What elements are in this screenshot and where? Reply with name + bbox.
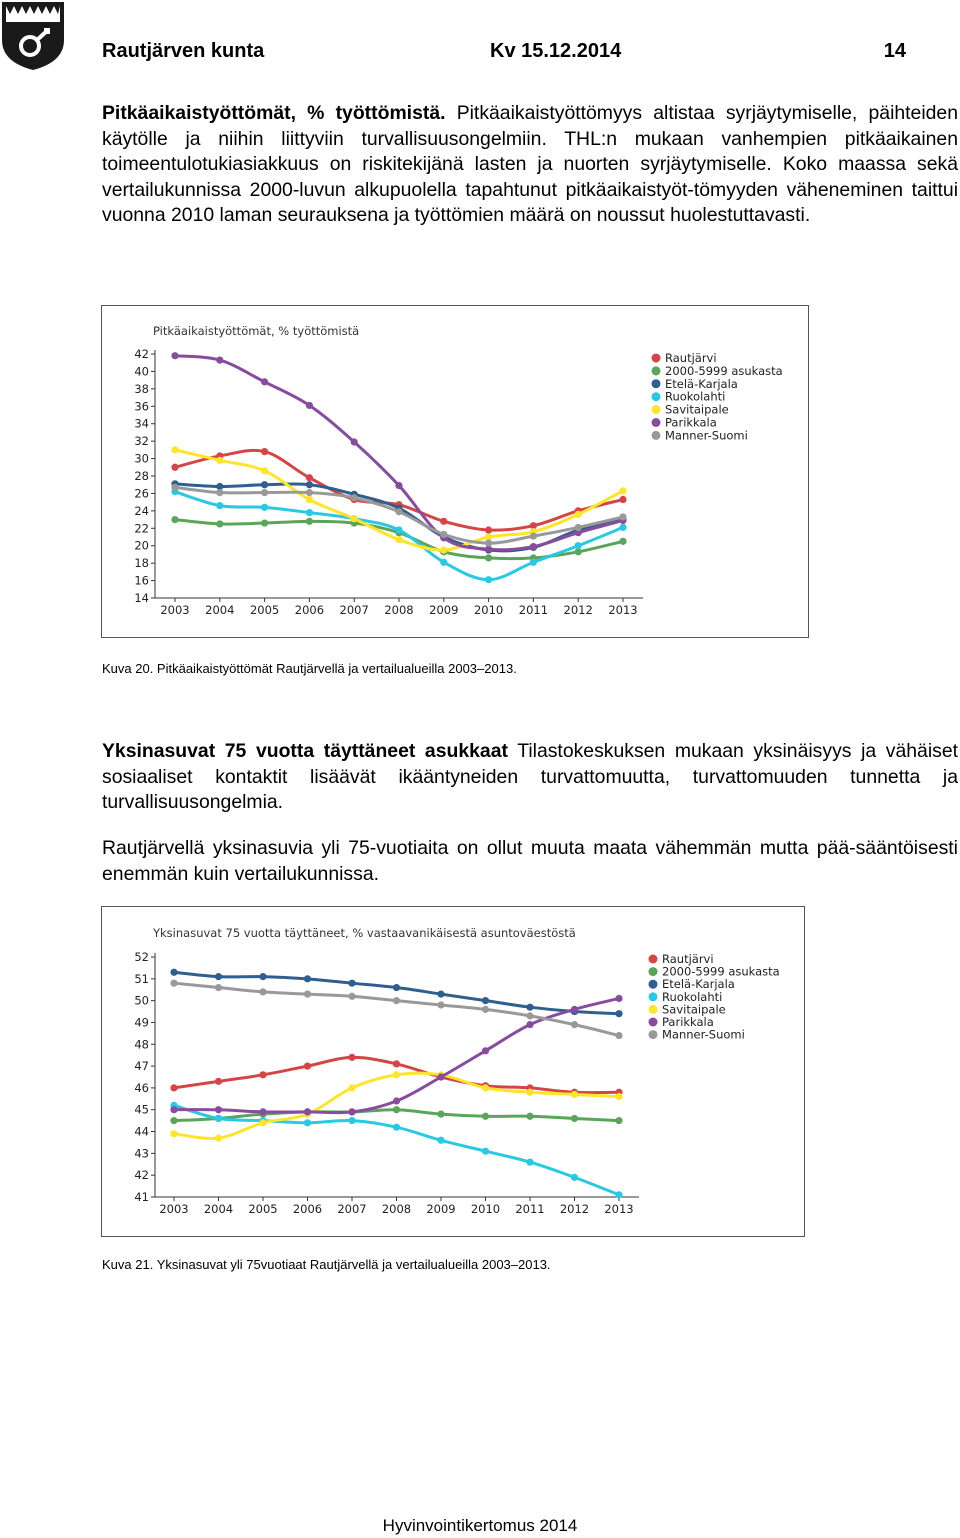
figure-caption-20: Kuva 20. Pitkäaikaistyöttömät Rautjärvellä ja vertailualueilla 2003–2013. (102, 661, 517, 676)
data-point (482, 1047, 489, 1054)
data-point (619, 496, 626, 503)
y-tick-label: 42 (134, 1168, 149, 1183)
y-tick-label: 32 (134, 434, 149, 449)
data-point (571, 1006, 578, 1013)
y-tick-label: 26 (134, 486, 149, 501)
x-tick-label: 2012 (563, 603, 593, 617)
x-tick-label: 2004 (205, 603, 235, 617)
data-point (437, 1137, 444, 1144)
x-tick-label: 2012 (559, 1202, 590, 1216)
data-point (437, 990, 444, 997)
data-point (259, 988, 266, 995)
x-tick-label: 2006 (294, 603, 325, 617)
data-point (482, 1113, 489, 1120)
paragraph-long-term-unemployment (102, 101, 958, 229)
chart-title: Pitkäaikaistyöttömät, % työttömistä (153, 324, 360, 338)
y-tick-label: 30 (134, 451, 149, 466)
paragraph-living-alone (102, 739, 958, 816)
y-tick-label: 22 (134, 521, 149, 536)
legend-marker (652, 392, 661, 401)
data-point (393, 1060, 400, 1067)
x-tick-label: 2003 (159, 1202, 189, 1216)
legend-marker (652, 418, 661, 427)
y-tick-label: 45 (134, 1102, 149, 1117)
legend-marker (649, 1030, 658, 1039)
y-tick-label: 40 (134, 364, 149, 379)
data-point (351, 438, 358, 445)
data-point (348, 1117, 355, 1124)
data-point (261, 519, 268, 526)
legend-marker (649, 955, 658, 964)
x-tick-label: 2009 (429, 603, 459, 617)
data-point (530, 559, 537, 566)
data-point (304, 1119, 311, 1126)
data-point (306, 481, 313, 488)
data-point (575, 524, 582, 531)
legend-label: Ruokolahti (662, 989, 723, 1004)
y-tick-label: 51 (134, 971, 149, 986)
x-tick-label: 2013 (604, 1202, 634, 1216)
data-point (575, 511, 582, 518)
data-point (304, 990, 311, 997)
section-heading-living-alone: Yksinasuvat 75 vuotta täyttäneet asukkaat (102, 740, 508, 762)
legend-marker (649, 1005, 658, 1014)
legend-marker (652, 379, 661, 388)
legend-label: Rautjärvi (662, 952, 714, 966)
data-point (530, 543, 537, 550)
data-point (170, 980, 177, 987)
data-point (571, 1021, 578, 1028)
chart-long-term-unemployed (101, 305, 809, 638)
data-point (261, 448, 268, 455)
section-heading-long-term-unemployed: Pitkäaikaistyöttömät, % työttömistä. (102, 102, 446, 124)
data-point (216, 457, 223, 464)
data-point (261, 467, 268, 474)
page-number: 14 (883, 40, 906, 62)
data-point (216, 357, 223, 364)
data-point (571, 1174, 578, 1181)
data-point (482, 1148, 489, 1155)
x-tick-label: 2004 (203, 1202, 234, 1216)
x-tick-label: 2011 (515, 1202, 545, 1216)
x-tick-label: 2007 (339, 603, 369, 617)
legend-label: Manner-Suomi (662, 1027, 745, 1042)
y-tick-label: 47 (134, 1059, 149, 1074)
chart-living-alone-75 (101, 906, 805, 1237)
x-tick-label: 2008 (384, 603, 414, 617)
data-point (259, 973, 266, 980)
page-footer: Hyvinvointikertomus 2014 (382, 1516, 578, 1535)
legend-label: Rautjärvi (665, 351, 717, 365)
y-tick-label: 18 (134, 556, 149, 571)
legend-label: 2000-5999 asukasta (665, 363, 783, 378)
data-point (482, 1084, 489, 1091)
legend-label: Etelä-Karjala (662, 977, 735, 992)
legend-marker (649, 980, 658, 989)
data-point (482, 997, 489, 1004)
data-point (216, 520, 223, 527)
data-point (348, 1054, 355, 1061)
y-tick-label: 36 (134, 399, 149, 414)
legend-marker (649, 1018, 658, 1027)
data-point (526, 1004, 533, 1011)
data-point (393, 984, 400, 991)
data-point (170, 1117, 177, 1124)
x-tick-label: 2005 (249, 603, 280, 617)
data-point (485, 526, 492, 533)
data-point (393, 1071, 400, 1078)
x-tick-label: 2010 (470, 1202, 501, 1216)
y-tick-label: 48 (134, 1037, 149, 1052)
x-tick-label: 2013 (608, 603, 638, 617)
legend-marker (652, 431, 661, 440)
data-point (306, 489, 313, 496)
data-point (615, 1032, 622, 1039)
data-point (440, 518, 447, 525)
data-point (261, 378, 268, 385)
data-point (526, 1089, 533, 1096)
data-point (351, 494, 358, 501)
data-point (395, 508, 402, 515)
y-tick-label: 24 (134, 503, 149, 518)
y-tick-label: 46 (134, 1080, 149, 1095)
legend-label: Parikkala (665, 415, 717, 430)
municipality-coat-of-arms-logo (0, 0, 66, 72)
y-tick-label: 49 (134, 1015, 149, 1030)
data-point (170, 1084, 177, 1091)
data-point (615, 1117, 622, 1124)
legend-label: Parikkala (662, 1015, 714, 1029)
legend-marker (649, 967, 658, 976)
page-header (102, 40, 906, 66)
data-point (395, 536, 402, 543)
y-tick-label: 43 (134, 1146, 149, 1161)
data-point (440, 546, 447, 553)
data-point (440, 531, 447, 538)
data-point (171, 352, 178, 359)
data-point (393, 1106, 400, 1113)
data-point (216, 489, 223, 496)
x-tick-label: 2010 (473, 603, 504, 617)
y-tick-label: 38 (134, 381, 149, 396)
data-point (306, 496, 313, 503)
data-point (482, 1006, 489, 1013)
data-point (348, 1084, 355, 1091)
data-point (615, 1010, 622, 1017)
data-point (571, 1091, 578, 1098)
legend-marker (649, 992, 658, 1001)
data-point (215, 1078, 222, 1085)
x-tick-label: 2007 (337, 1202, 367, 1216)
y-tick-label: 20 (134, 538, 149, 553)
legend-label: Manner-Suomi (665, 428, 748, 443)
y-tick-label: 44 (134, 1124, 149, 1139)
data-point (304, 975, 311, 982)
y-tick-label: 50 (134, 993, 149, 1008)
data-point (261, 481, 268, 488)
data-point (526, 1012, 533, 1019)
paragraph-text: Pitkäaikaistyöttömyys altistaa syrjäytymiselle, päihteiden käytölle ja niihin liittyviin turvallisuusongelmiin. THL:n mukaan vanhempien pitkäaikainen toimeentulotukiasiakkuus on riskitekijänä lasten ja nuorten syrjäytymiselle. Koko maassa sekä vertailukunnissa 2000-luvun alkupuolella tapahtunut pitkäaikaistyöt-tömyyden väheneminen taittui vuonna 2010 laman seurauksena ja työttömien määrä on noussut huolestuttavasti. (102, 102, 958, 227)
data-point (216, 502, 223, 509)
data-point (485, 576, 492, 583)
data-point (306, 474, 313, 481)
data-point (571, 1115, 578, 1122)
data-point (575, 542, 582, 549)
data-point (526, 1158, 533, 1165)
legend-label: Etelä-Karjala (665, 376, 738, 391)
data-point (259, 1119, 266, 1126)
data-point (615, 1191, 622, 1198)
x-tick-label: 2003 (160, 603, 190, 617)
legend-marker (652, 354, 661, 363)
x-tick-label: 2005 (248, 1202, 278, 1216)
x-tick-label: 2011 (518, 603, 549, 617)
data-point (306, 402, 313, 409)
data-point (348, 1108, 355, 1115)
chart2-svg (102, 907, 804, 1236)
municipality-name: Rautjärven kunta (102, 40, 265, 62)
data-point (261, 504, 268, 511)
legend-label: Savitaipale (662, 1002, 726, 1017)
data-point (393, 1097, 400, 1104)
data-point (261, 489, 268, 496)
data-point (348, 980, 355, 987)
chart1-svg (102, 306, 808, 637)
data-point (170, 1106, 177, 1113)
data-point (530, 533, 537, 540)
data-point (171, 446, 178, 453)
data-point (393, 997, 400, 1004)
data-point (437, 1110, 444, 1117)
data-point (306, 518, 313, 525)
y-tick-label: 28 (134, 469, 149, 483)
data-point (304, 1108, 311, 1115)
legend-label: Ruokolahti (665, 389, 726, 404)
data-point (485, 554, 492, 561)
data-point (306, 509, 313, 516)
data-point (348, 993, 355, 1000)
figure-caption-21: Kuva 21. Yksinasuvat yli 75vuotiaat Rautjärvellä ja vertailualueilla 2003–2013. (102, 1257, 551, 1272)
document-date: Kv 15.12.2014 (490, 40, 622, 62)
data-point (171, 516, 178, 523)
legend-label: Savitaipale (665, 402, 729, 417)
paragraph-rautjarvi-living-alone: Rautjärvellä yksinasuvia yli 75-vuotiaita on ollut muuta maata vähemmän mutta pää-sääntöisesti enemmän kuin vertailukunnissa. (102, 837, 958, 885)
data-point (526, 1113, 533, 1120)
data-point (619, 487, 626, 494)
y-tick-label: 42 (134, 347, 149, 361)
data-point (259, 1071, 266, 1078)
data-point (170, 969, 177, 976)
data-point (259, 1108, 266, 1115)
data-point (619, 538, 626, 545)
paragraph-text: Tilastokeskuksen mukaan yksinäisyys ja vähäiset sosiaaliset kontaktit lisäävät ikääntyneiden turvattomuutta, turvattomuuden tunnetta ja turvallisuusongelmia. (102, 740, 958, 814)
data-point (437, 1001, 444, 1008)
data-point (615, 1093, 622, 1100)
data-point (395, 482, 402, 489)
data-point (440, 559, 447, 566)
data-point (393, 1124, 400, 1131)
data-point (304, 1062, 311, 1069)
chart-title: Yksinasuvat 75 vuotta täyttäneet, % vastaavanikäisestä asuntoväestöstä (153, 926, 576, 940)
y-tick-label: 16 (134, 573, 149, 588)
data-point (215, 984, 222, 991)
legend-marker (652, 366, 661, 375)
data-point (171, 464, 178, 471)
data-point (619, 513, 626, 520)
data-point (215, 1115, 222, 1122)
data-point (485, 540, 492, 547)
y-tick-label: 14 (134, 591, 149, 605)
data-point (171, 484, 178, 491)
x-tick-label: 2009 (426, 1202, 456, 1216)
data-point (351, 515, 358, 522)
legend-marker (652, 405, 661, 414)
legend-label: 2000-5999 asukasta (662, 964, 780, 979)
data-point (215, 973, 222, 980)
data-point (437, 1073, 444, 1080)
y-tick-label: 34 (134, 416, 149, 431)
data-point (215, 1134, 222, 1141)
data-point (526, 1021, 533, 1028)
data-point (619, 524, 626, 531)
x-tick-label: 2008 (381, 1202, 412, 1216)
data-point (170, 1130, 177, 1137)
y-tick-label: 52 (134, 950, 149, 964)
data-point (615, 995, 622, 1002)
y-tick-label: 41 (134, 1190, 149, 1204)
x-tick-label: 2006 (292, 1202, 323, 1216)
data-point (215, 1106, 222, 1113)
data-point (395, 526, 402, 533)
